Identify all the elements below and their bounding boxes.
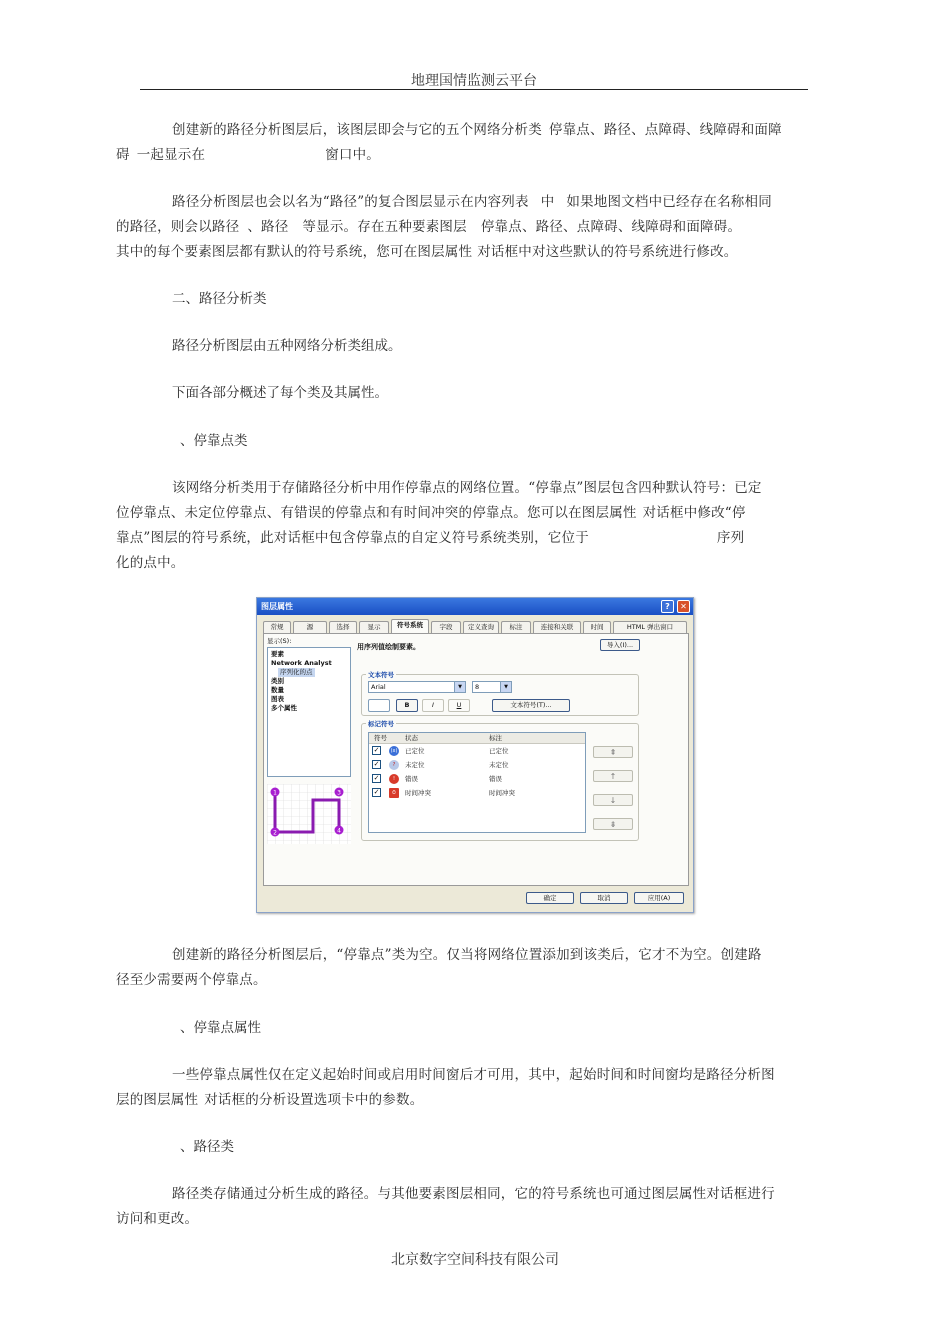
font-name-select[interactable] [368,681,466,693]
dialog-title: 图层属性 [257,598,693,615]
table-row[interactable] [369,772,585,786]
p5-text-f: 化的点中。 [116,555,185,571]
row-status: 未定位 [405,761,425,769]
tab-definition-query[interactable]: 定义查询 [463,621,499,633]
p2-text-d: 的路径，则会以路径 [116,219,240,235]
chevron-down-icon: ▼ [454,682,465,692]
p2-text-j: 对话框中对这些默认的符号系统进行修改。 [477,244,738,260]
paragraph-1 [116,118,808,168]
p5-text-d: 靠点”图层的符号系统，此对话框中包含停靠点的自定义符号系统类别，它位于 [116,530,589,546]
list-item[interactable]: 图表 [271,695,284,703]
list-item[interactable]: 类别 [271,677,284,685]
paragraph-6 [116,943,808,993]
table-row[interactable] [369,758,585,772]
p8-text-a: 路径类存储通过分析生成的路径。与其他要素图层相同，它的符号系统也可通过图层属性对话框进行 [172,1186,775,1202]
p5-text-c: 对话框中修改“停 [642,505,746,521]
p1-text-d: 一起显示在 [136,147,206,163]
preview-point-label: 2 [273,829,277,837]
move-up-button[interactable]: ↑ [593,770,633,782]
show-label: 显示(S): [267,637,292,645]
bold-button[interactable]: B [396,699,418,712]
p2-text-c: 如果地图文档中已经存在名称相同 [566,194,772,210]
draw-description: 用序列值绘制要素。 [357,643,420,651]
list-item[interactable]: 数量 [271,686,284,694]
paragraph-3: 路径分析图层由五种网络分析类组成。 [172,338,402,354]
row-status: 错误 [405,775,418,783]
checkbox[interactable]: ✓ [373,774,380,782]
show-listbox[interactable] [267,647,351,777]
table-row[interactable] [369,744,585,758]
p7-text-c: 对话框的分析设置选项卡中的参数。 [204,1092,424,1108]
row-label: 未定位 [489,761,509,769]
paragraph-7 [116,1063,808,1113]
p2-text-e: 、路径 [247,219,289,235]
symbology-panel [263,633,689,886]
tab-time[interactable]: 时间 [583,621,611,633]
p1-text-c: 碍 [116,147,130,163]
font-size-value: 8 [475,683,480,691]
tab-strip [263,621,689,633]
route-preview-graphic [267,784,351,844]
subheading-routes: 、路径类 [180,1139,234,1155]
col-symbol: 符号 [374,734,387,742]
chevron-down-icon: ▼ [500,682,511,692]
p2-text-i: 其中的每个要素图层都有默认的符号系统，您可在图层属性 [116,244,473,260]
tab-html-popup[interactable]: HTML 弹出窗口 [613,621,687,633]
font-size-select[interactable] [472,681,512,693]
text-symbol-button[interactable]: 文本符号(T)... [492,699,570,712]
subheading-stop-properties: 、停靠点属性 [180,1020,261,1036]
checkbox[interactable]: ✓ [373,788,380,796]
time-conflict-stop-icon: ⏱ [389,788,399,798]
row-status: 已定位 [405,747,425,755]
tab-fields[interactable]: 字段 [431,621,461,633]
text-symbol-group-label: 文本符号 [368,671,394,679]
row-label: 错误 [489,775,502,783]
p7-text-b: 层的图层属性 [116,1092,199,1108]
preview-point-label: 4 [337,827,341,835]
located-stop-icon: (x) [390,748,398,754]
italic-button[interactable]: I [422,699,444,712]
symbol-table [368,732,586,833]
unlocated-stop-icon: ? [389,760,399,770]
tab-display[interactable]: 显示 [359,621,389,633]
p1-text-a: 创建新的路径分析图层后，该图层即会与它的五个网络分析类 [172,122,542,138]
p2-text-h: 停靠点、路径、点障碍、线障碍和面障碍。 [480,219,742,235]
p7-text-a: 一些停靠点属性仅在定义起始时间或启用时间窗后才可用，其中，起始时间和时间窗均是路径分析图 [172,1067,775,1083]
p5-text-e: 序列 [716,530,745,546]
paragraph-8 [116,1182,808,1232]
ok-button[interactable]: 确定 [526,892,574,904]
underline-button[interactable]: U [448,699,470,712]
error-stop-icon: ! [389,774,399,784]
row-label: 已定位 [489,747,509,755]
symbol-table-header [369,733,585,744]
p6-text-a: 创建新的路径分析图层后，“停靠点”类为空。仅当将网络位置添加到该类后，它才不为空。创建路 [172,947,762,963]
move-bottom-button[interactable]: ⇟ [593,818,633,830]
p2-text-a: 路径分析图层也会以名为“路径”的复合图层显示在内容列表 [172,194,529,210]
tab-selection[interactable]: 选择 [329,621,357,633]
checkbox[interactable]: ✓ [373,746,380,754]
preview-point-label: 3 [337,789,341,797]
list-item[interactable]: 多个属性 [271,704,297,712]
section-heading-2: 二、路径分析类 [172,291,267,307]
route-preview [267,784,351,844]
tab-labels[interactable]: 标注 [501,621,531,633]
marker-symbol-group-label: 标记符号 [368,720,394,728]
help-button[interactable]: ? [661,600,674,613]
p1-text-e: 窗口中。 [325,147,381,163]
color-picker-button[interactable] [368,699,390,712]
col-status: 状态 [405,734,418,742]
p2-text-g: 。存在五种要素图层 [343,219,467,235]
p2-text-f: 等显示 [302,219,344,235]
p2-text-b: 中 [540,194,555,210]
tab-symbology[interactable]: 符号系统 [391,619,429,633]
p8-text-b: 访问和更改。 [116,1211,199,1227]
list-item[interactable]: 要素 [271,650,284,658]
move-top-button[interactable]: ⇞ [593,746,633,758]
list-item[interactable]: Network Analyst [271,659,332,667]
font-name-value: Arial [371,683,386,691]
p5-text-a: 该网络分析类用于存储路径分析中用作停靠点的网络位置。“停靠点”图层包含四种默认符号：已定 [172,480,762,496]
header-rule [140,89,808,90]
p5-text-b: 位停靠点、未定位停靠点、有错误的停靠点和有时间冲突的停靠点。您可以在图层属性 [116,505,637,521]
page-footer: 北京数字空间科技有限公司 [391,1252,559,1268]
page-header: 地理国情监测云平台 [411,73,537,89]
apply-button[interactable]: 应用(A) [634,892,684,904]
tab-source[interactable]: 源 [293,621,327,633]
import-button[interactable]: 导入(I)... [600,639,640,651]
close-button[interactable]: ✕ [677,600,690,613]
preview-point-label: 1 [273,789,277,797]
tab-joins[interactable]: 连接和关联 [533,621,581,633]
layer-properties-dialog [256,597,694,913]
paragraph-5 [116,476,808,576]
tab-general[interactable]: 常规 [263,621,291,633]
text-symbol-group [361,671,639,716]
table-row[interactable] [369,786,585,800]
list-item-selected[interactable]: 序列化的点 [280,668,313,676]
subheading-stops: 、停靠点类 [180,433,248,449]
cancel-button[interactable]: 取消 [580,892,628,904]
p1-text-b: 停靠点、路径、点障碍、线障碍和面障 [548,122,782,138]
row-status: 时间冲突 [405,789,431,797]
p6-text-b: 径至少需要两个停靠点。 [116,972,267,988]
col-label: 标注 [489,734,502,742]
checkbox[interactable]: ✓ [373,760,380,768]
paragraph-2 [116,190,808,265]
marker-symbol-group [361,720,639,841]
row-label: 时间冲突 [489,789,515,797]
paragraph-4: 下面各部分概述了每个类及其属性。 [172,385,388,401]
move-down-button[interactable]: ↓ [593,794,633,806]
